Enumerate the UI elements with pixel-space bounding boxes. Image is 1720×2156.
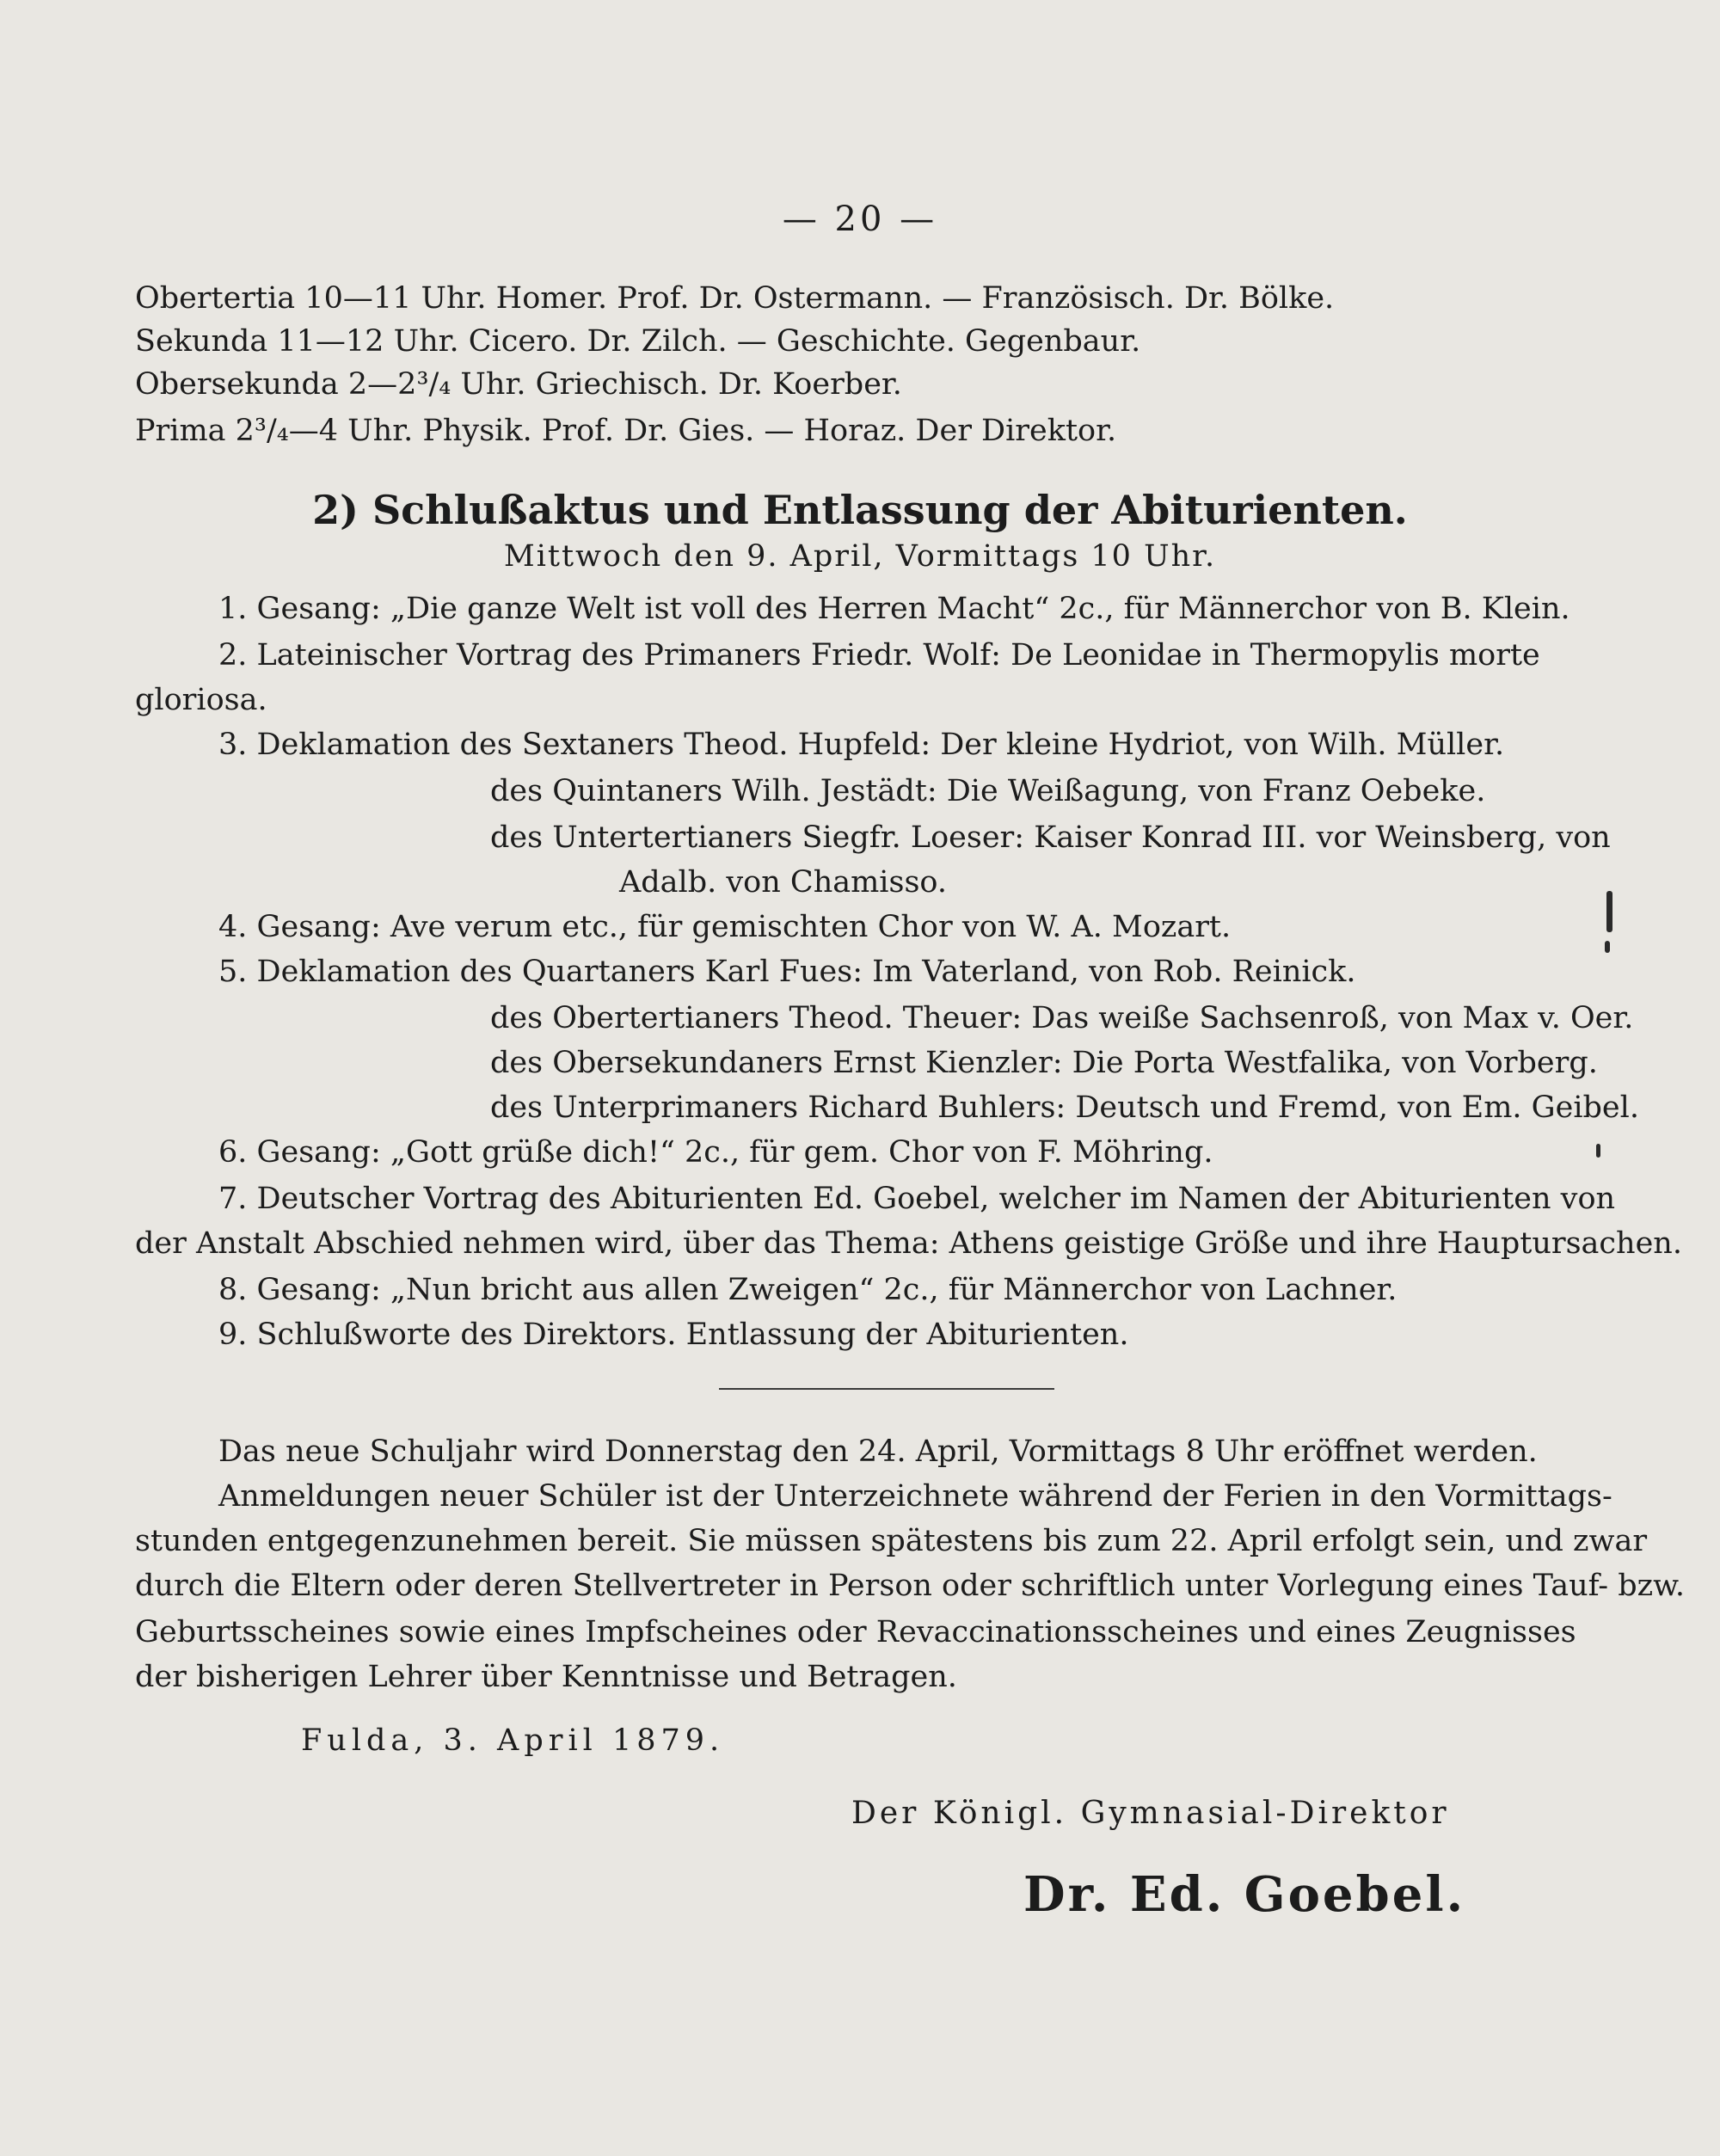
program-item-continuation: gloriosa. — [135, 683, 267, 717]
notice-line: Das neue Schuljahr wird Donnerstag den 24. April, Vormittags 8 Uhr eröffnet werden. — [218, 1434, 1538, 1469]
program-item: 9. Schlußworte des Direktors. Entlassung der Abiturienten. — [218, 1318, 1129, 1352]
schedule-line: Prima 2³/₄—4 Uhr. Physik. Prof. Dr. Gies. — Horaz. Der Direktor. — [135, 414, 1117, 448]
program-item: 8. Gesang: „Nun bricht aus allen Zweigen“ 2c., für Männerchor von Lachner. — [218, 1273, 1398, 1307]
notice-line: stunden entgegenzunehmen bereit. Sie müssen spätestens bis zum 22. April erfolgt sein, und zwar — [135, 1524, 1648, 1558]
program-item: 4. Gesang: Ave verum etc., für gemischten Chor von W. A. Mozart. — [218, 910, 1232, 944]
notice-line: Geburtsscheines sowie eines Impfscheines oder Revaccinationsscheines und eines Zeugnisses — [135, 1615, 1576, 1649]
ink-mark — [1596, 1144, 1600, 1158]
section-date: Mittwoch den 9. April, Vormittags 10 Uhr. — [503, 539, 1217, 574]
ink-mark — [1606, 891, 1612, 932]
program-item: 2. Lateinischer Vortrag des Primaners Friedr. Wolf: De Leonidae in Thermopylis morte — [218, 638, 1540, 673]
program-subitem: des Obertertianers Theod. Theuer: Das weiße Sachsenroß, von Max v. Oer. — [490, 1001, 1634, 1035]
schedule-line: Sekunda 11—12 Uhr. Cicero. Dr. Zilch. — Geschichte. Gegenbaur. — [135, 324, 1141, 359]
director-title: Der Königl. Gymnasial-Direktor — [851, 1796, 1450, 1831]
place-date: Fulda, 3. April 1879. — [301, 1723, 725, 1758]
section-divider — [719, 1388, 1054, 1390]
ink-mark — [1605, 941, 1610, 953]
program-item-continuation: der Anstalt Abschied nehmen wird, über das Thema: Athens geistige Größe und ihre Hauptursachen. — [135, 1226, 1682, 1261]
page-number: — 20 — — [782, 200, 938, 239]
program-item: 7. Deutscher Vortrag des Abiturienten Ed. Goebel, welcher im Namen der Abiturienten von — [218, 1182, 1616, 1216]
signature: Dr. Ed. Goebel. — [1023, 1866, 1466, 1923]
program-item: 5. Deklamation des Quartaners Karl Fues: Im Vaterland, von Rob. Reinick. — [218, 955, 1356, 989]
notice-line: durch die Eltern oder deren Stellvertreter in Person oder schriftlich unter Vorlegung eines Tauf- bzw. — [135, 1569, 1686, 1603]
section-heading: 2) Schlußaktus und Entlassung der Abiturienten. — [312, 487, 1408, 533]
program-subitem: des Untertertianers Siegfr. Loeser: Kaiser Konrad III. vor Weinsberg, von — [490, 820, 1611, 855]
program-item: 1. Gesang: „Die ganze Welt ist voll des Herren Macht“ 2c., für Männerchor von B. Klein. — [218, 592, 1570, 626]
program-item: 6. Gesang: „Gott grüße dich!“ 2c., für gem. Chor von F. Möhring. — [218, 1135, 1213, 1170]
schedule-line: Obersekunda 2—2³/₄ Uhr. Griechisch. Dr. Koerber. — [135, 367, 902, 402]
program-subitem: des Quintaners Wilh. Jestädt: Die Weißagung, von Franz Oebeke. — [490, 774, 1486, 808]
notice-line: Anmeldungen neuer Schüler ist der Unterzeichnete während der Ferien in den Vormittags- — [218, 1479, 1612, 1514]
program-subitem: des Obersekundaners Ernst Kienzler: Die Porta Westfalika, von Vorberg. — [490, 1046, 1598, 1080]
program-item-continuation: Adalb. von Chamisso. — [619, 865, 947, 900]
notice-line: der bisherigen Lehrer über Kenntnisse und Betragen. — [135, 1660, 957, 1694]
schedule-line: Obertertia 10—11 Uhr. Homer. Prof. Dr. Ostermann. — Französisch. Dr. Bölke. — [135, 281, 1335, 316]
program-item: 3. Deklamation des Sextaners Theod. Hupfeld: Der kleine Hydriot, von Wilh. Müller. — [218, 728, 1505, 762]
program-subitem: des Unterprimaners Richard Buhlers: Deutsch und Fremd, von Em. Geibel. — [490, 1090, 1639, 1125]
